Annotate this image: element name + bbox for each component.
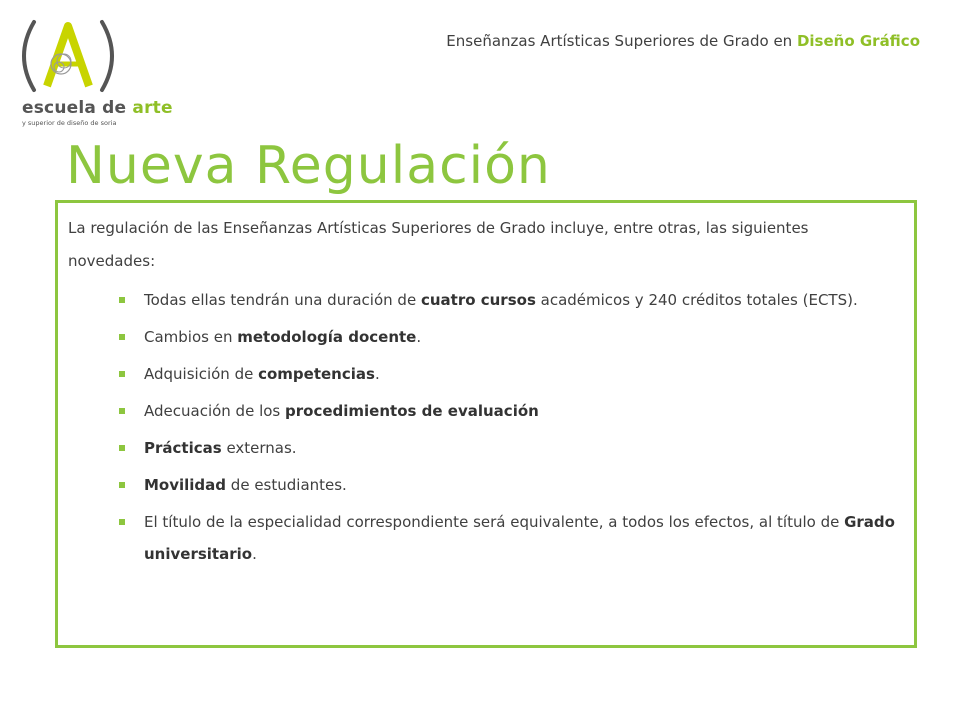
bullet-item: Prácticas externas.	[58, 432, 914, 464]
bullet-item: Adquisición de competencias.	[58, 358, 914, 390]
bullet-item: Adecuación de los procedimientos de evaluación	[58, 395, 914, 427]
content-box	[55, 200, 917, 648]
bullet-item: Todas ellas tendrán una duración de cuatro cursos académicos y 240 créditos totales (ECTS).	[58, 284, 914, 316]
bullet-item: Cambios en metodología docente.	[58, 321, 914, 353]
bullet-square-icon	[119, 297, 125, 303]
header-highlight: Diseño Gráfico	[796, 32, 920, 50]
header-subtitle: Enseñanzas Artísticas Superiores de Grado en Diseño Gráfico	[446, 32, 920, 50]
bullet-item: Movilidad de estudiantes.	[58, 469, 914, 501]
bullet-item: El título de la especialidad correspondiente será equivalente, a todos los efectos, al título de Grado universitario.	[58, 506, 914, 570]
bullet-square-icon	[119, 445, 125, 451]
bullet-square-icon	[119, 408, 125, 414]
intro-paragraph: La regulación de las Enseñanzas Artísticas Superiores de Grado incluye, entre otras, las siguientes novedades:	[68, 219, 809, 270]
logo-subtitle: y superior de diseño de soria	[22, 119, 117, 127]
slide-title: Nueva Regulación	[66, 136, 551, 196]
bullet-square-icon	[119, 519, 125, 525]
bullet-list	[58, 284, 914, 575]
logo-emblem-icon	[14, 14, 144, 99]
bullet-square-icon	[119, 371, 125, 377]
school-logo	[14, 14, 173, 127]
bullet-square-icon	[119, 482, 125, 488]
logo-school-name: escuela de arte	[22, 98, 173, 118]
bullet-square-icon	[119, 334, 125, 340]
